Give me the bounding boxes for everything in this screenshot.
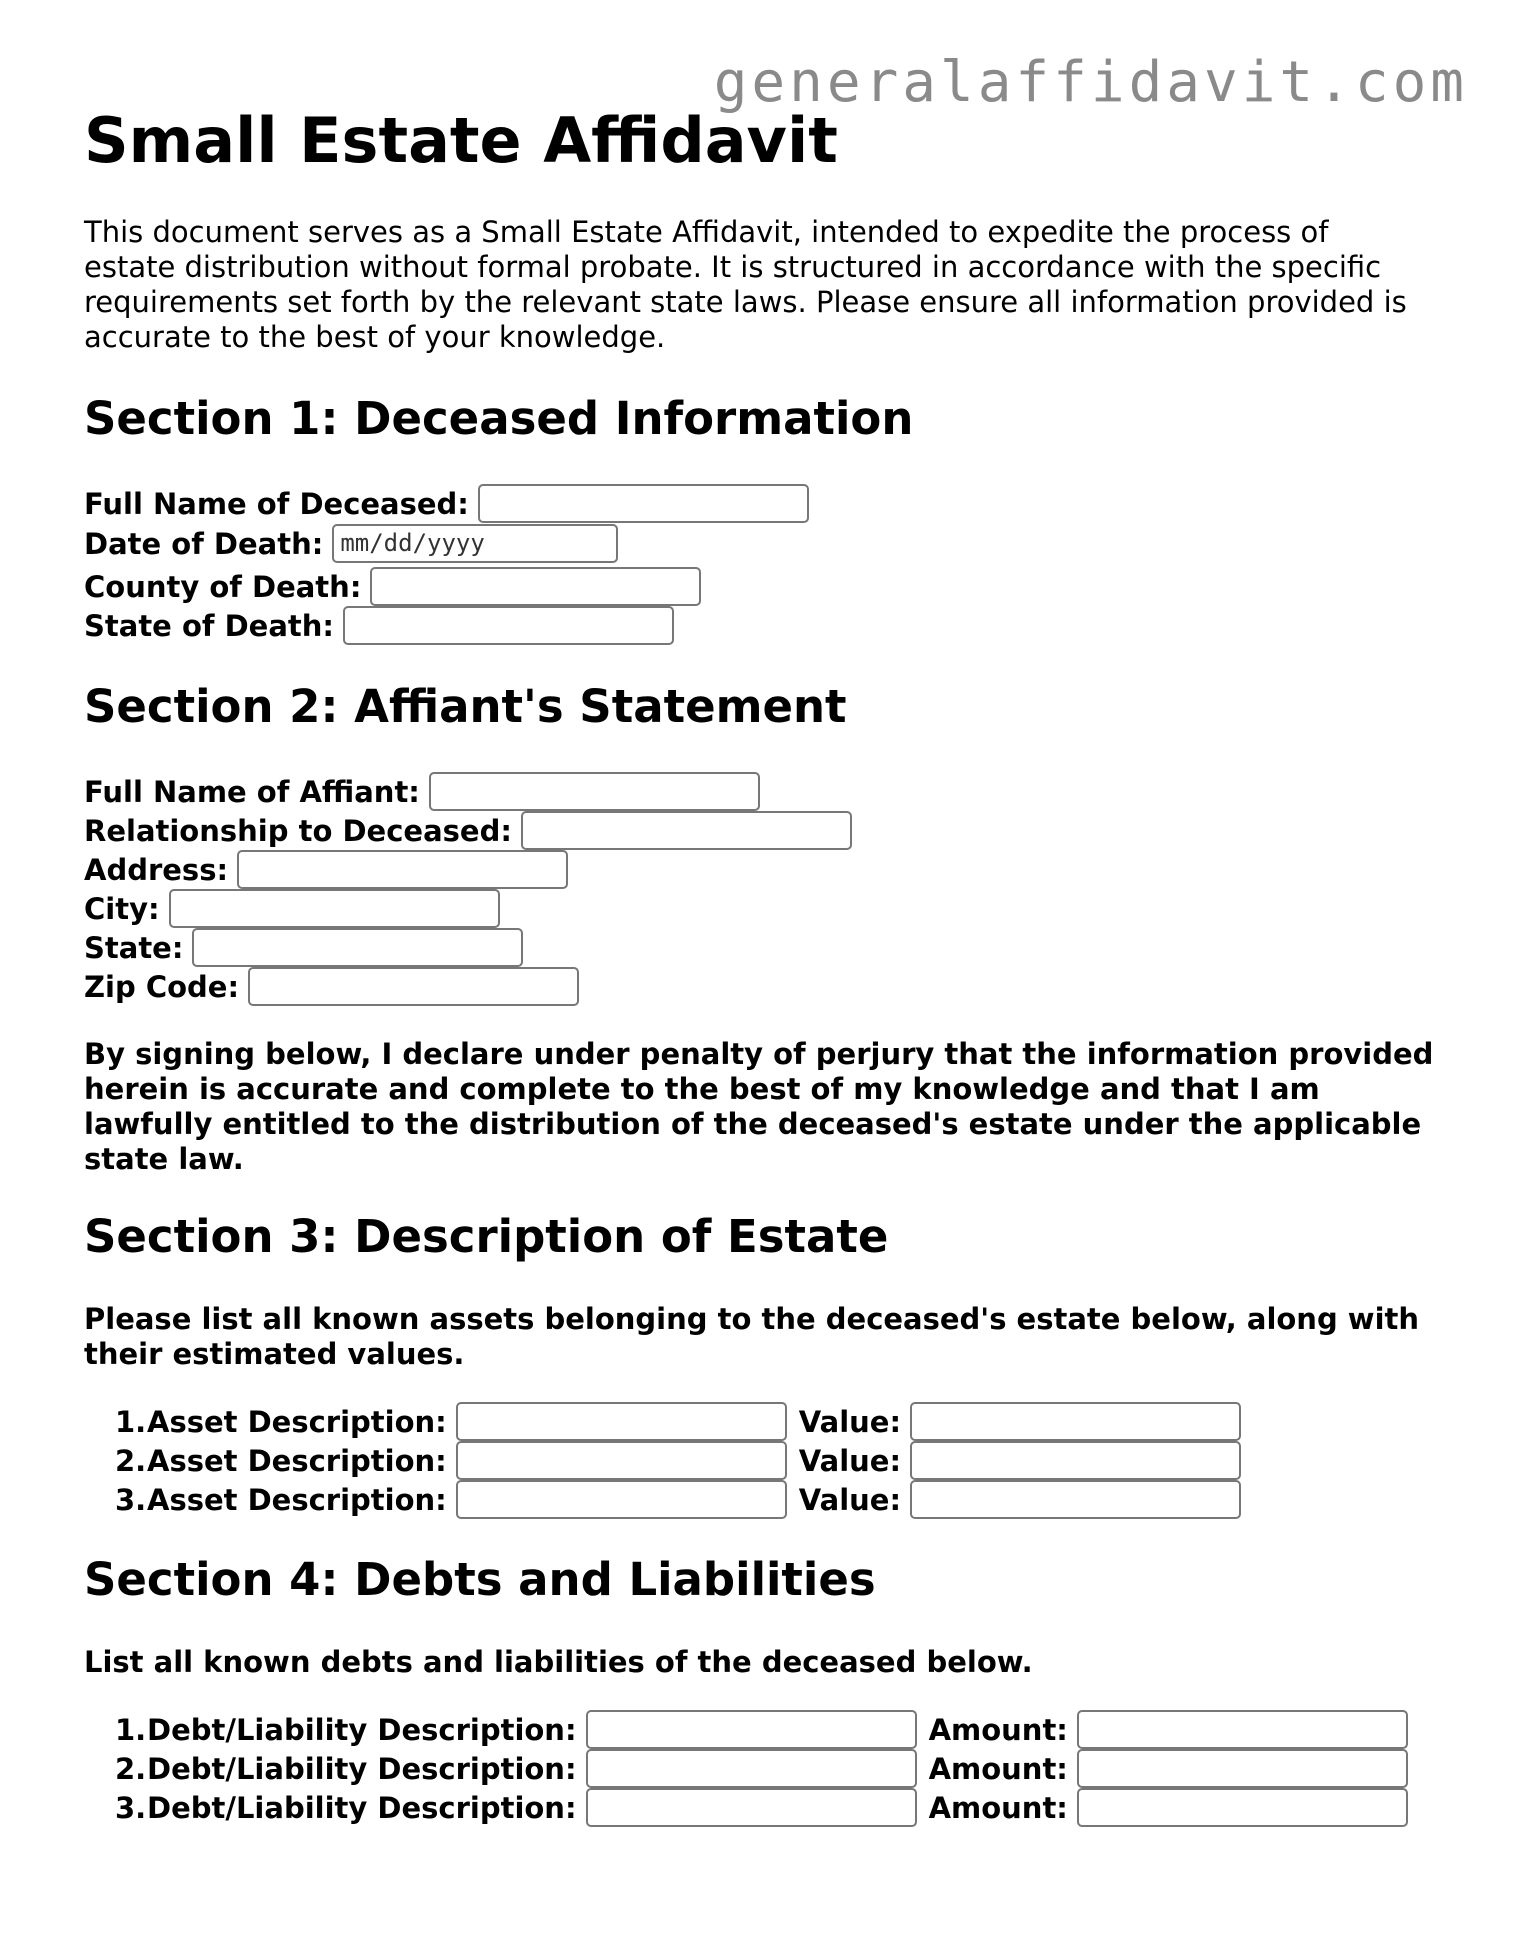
- affiant-name-input[interactable]: [429, 772, 760, 811]
- asset-row: [115, 1402, 1241, 1441]
- date-of-death-label: Date of Death:: [84, 526, 324, 561]
- asset-value-input[interactable]: [910, 1480, 1241, 1519]
- debt-row: [115, 1788, 1408, 1827]
- asset-value-input[interactable]: [910, 1441, 1241, 1480]
- date-of-death-input[interactable]: mm/dd/yyyy: [332, 524, 618, 563]
- debt-number: 1.: [115, 1712, 147, 1747]
- section2-heading: Section 2: Affiant's Statement: [84, 680, 847, 733]
- deceased-name-label: Full Name of Deceased:: [84, 486, 469, 521]
- deceased-name-input[interactable]: [478, 484, 809, 523]
- debts-instruction: List all known debts and liabilities of the deceased below.: [84, 1645, 1033, 1679]
- debt-amount-label: Amount:: [928, 1751, 1068, 1786]
- site-watermark: generalaffidavit.com: [713, 50, 1468, 115]
- debt-row: [115, 1710, 1408, 1749]
- debt-description-label: Debt/Liability Description:: [147, 1790, 577, 1825]
- debt-row: [115, 1749, 1408, 1788]
- debt-amount-input[interactable]: [1077, 1788, 1408, 1827]
- asset-description-label: Asset Description:: [147, 1404, 447, 1439]
- section1-heading: Section 1: Deceased Information: [84, 392, 914, 445]
- state-of-death-label: State of Death:: [84, 608, 334, 643]
- debt-amount-label: Amount:: [928, 1790, 1068, 1825]
- asset-description-input[interactable]: [456, 1402, 787, 1441]
- zip-input[interactable]: [248, 967, 579, 1006]
- state-label: State:: [84, 930, 184, 965]
- affiant-name-label: Full Name of Affiant:: [84, 774, 420, 809]
- state-input[interactable]: [192, 928, 523, 967]
- zip-label: Zip Code:: [84, 969, 240, 1004]
- asset-description-label: Asset Description:: [147, 1482, 447, 1517]
- county-of-death-label: County of Death:: [84, 569, 362, 604]
- asset-description-input[interactable]: [456, 1480, 787, 1519]
- address-input[interactable]: [237, 850, 568, 889]
- asset-row: [115, 1480, 1241, 1519]
- debt-amount-label: Amount:: [928, 1712, 1068, 1747]
- asset-description-input[interactable]: [456, 1441, 787, 1480]
- city-label: City:: [84, 891, 160, 926]
- asset-number: 3.: [115, 1482, 147, 1517]
- city-row: [84, 889, 500, 928]
- relationship-row: [84, 811, 852, 850]
- asset-number: 1.: [115, 1404, 147, 1439]
- date-of-death-row: [84, 524, 618, 563]
- debt-description-label: Debt/Liability Description:: [147, 1751, 577, 1786]
- asset-description-label: Asset Description:: [147, 1443, 447, 1478]
- page-title: Small Estate Affidavit: [84, 104, 838, 177]
- section4-heading: Section 4: Debts and Liabilities: [84, 1553, 876, 1606]
- debt-description-label: Debt/Liability Description:: [147, 1712, 577, 1747]
- debt-number: 2.: [115, 1751, 147, 1786]
- debt-amount-input[interactable]: [1077, 1710, 1408, 1749]
- deceased-name-row: [84, 484, 809, 523]
- relationship-input[interactable]: [521, 811, 852, 850]
- state-of-death-row: [84, 606, 674, 645]
- debt-description-input[interactable]: [586, 1788, 917, 1827]
- county-of-death-row: [84, 567, 701, 606]
- asset-number: 2.: [115, 1443, 147, 1478]
- asset-value-label: Value:: [798, 1443, 902, 1478]
- state-row: [84, 928, 523, 967]
- asset-value-label: Value:: [798, 1404, 902, 1439]
- city-input[interactable]: [169, 889, 500, 928]
- asset-value-label: Value:: [798, 1482, 902, 1517]
- address-row: [84, 850, 568, 889]
- relationship-label: Relationship to Deceased:: [84, 813, 512, 848]
- asset-row: [115, 1441, 1241, 1480]
- state-of-death-input[interactable]: [343, 606, 674, 645]
- section3-heading: Section 3: Description of Estate: [84, 1210, 889, 1263]
- debt-description-input[interactable]: [586, 1749, 917, 1788]
- affiant-name-row: [84, 772, 760, 811]
- asset-value-input[interactable]: [910, 1402, 1241, 1441]
- intro-paragraph: This document serves as a Small Estate Affidavit, intended to expedite the process of estate distribution without formal probate. It is structured in accordance with the specific requirements set forth by the relevant state laws. Please ensure all information provided is accurate to the best of your knowledge.: [84, 215, 1407, 354]
- debt-amount-input[interactable]: [1077, 1749, 1408, 1788]
- address-label: Address:: [84, 852, 229, 887]
- zip-row: [84, 967, 579, 1006]
- county-of-death-input[interactable]: [370, 567, 701, 606]
- assets-instruction: Please list all known assets belonging to the deceased's estate below, along with their estimated values.: [84, 1302, 1420, 1371]
- debt-description-input[interactable]: [586, 1710, 917, 1749]
- perjury-declaration: By signing below, I declare under penalty of perjury that the information provided herein is accurate and complete to the best of my knowledge and that I am lawfully entitled to the distribution of the deceased's estate under the applicable state law.: [84, 1037, 1434, 1176]
- debt-number: 3.: [115, 1790, 147, 1825]
